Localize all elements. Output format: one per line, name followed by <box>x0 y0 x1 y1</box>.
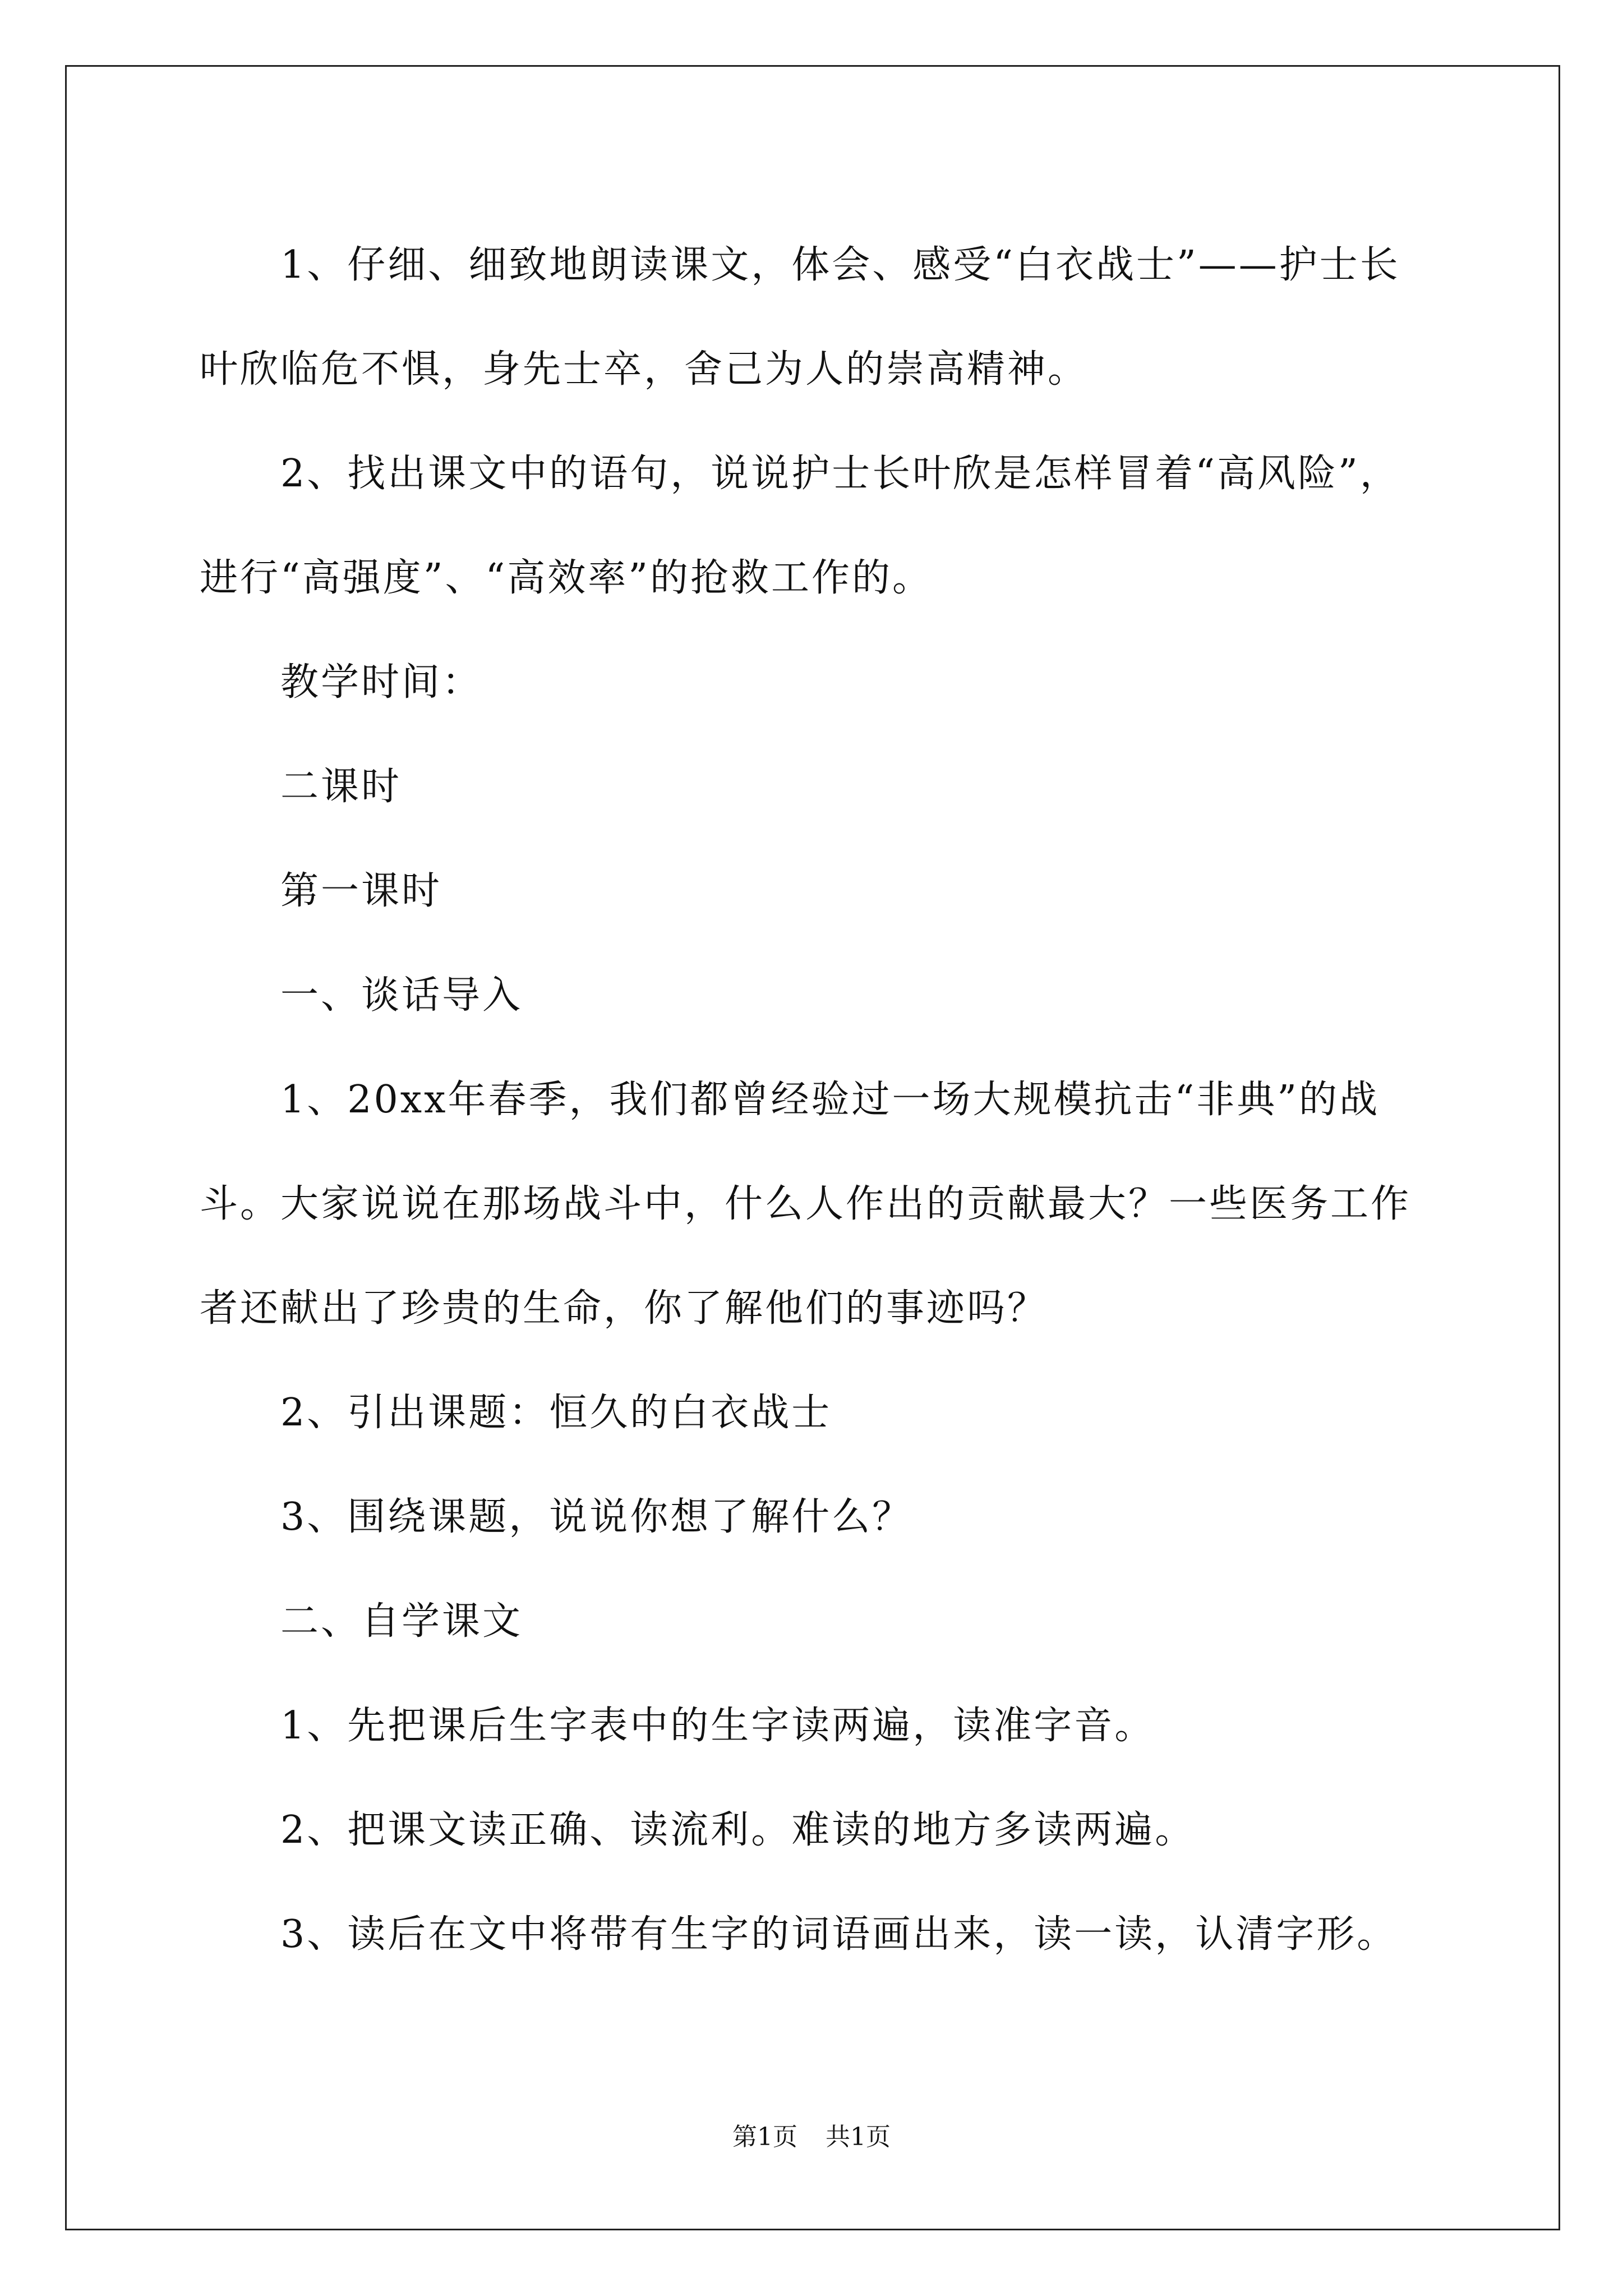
page-total: 共1页 <box>826 2123 891 2151</box>
paragraph-line: 3、围绕课题，说说你想了解什么？ <box>280 1495 913 1539</box>
section-heading: 二、自学课文 <box>280 1599 523 1644</box>
section-heading: 一、谈话导入 <box>280 973 523 1018</box>
paragraph-line: 2、找出课文中的语句，说说护士长叶欣是怎样冒着“高风险”， <box>280 452 1400 496</box>
paragraph-line: 2、把课文读正确、读流利。难读的地方多读两遍。 <box>280 1808 1196 1852</box>
paragraph-line: 进行“高强度”、“高效率”的抢救工作的。 <box>200 556 933 600</box>
page-number: 第1页 <box>732 2123 797 2151</box>
paragraph-line: 1、20xx年春季，我们都曾经验过一场大规模抗击“非典”的战 <box>280 1078 1380 1122</box>
paragraph-line: 1、先把课后生字表中的生字读两遍，读准字音。 <box>280 1704 1155 1748</box>
paragraph-line: 1、仔细、细致地朗读课文，体会、感受“白衣战士”——护士长 <box>280 243 1400 287</box>
paragraph-line: 斗。大家说说在那场战斗中，什么人作出的贡献最大？一些医务工作 <box>200 1182 1412 1226</box>
paragraph-line: 第一课时 <box>280 869 442 913</box>
paragraph-line: 2、引出课题：恒久的白衣战士 <box>280 1391 832 1435</box>
paragraph-line: 叶欣临危不惧，身先士卒，舍己为人的崇高精神。 <box>200 347 1089 392</box>
paragraph-line: 教学时间： <box>280 660 483 705</box>
page-footer <box>0 2120 1623 2154</box>
paragraph-line: 者还献出了珍贵的生命，你了解他们的事迹吗？ <box>200 1286 1048 1331</box>
document-body <box>200 213 1428 1987</box>
paragraph-line: 3、读后在文中将带有生字的词语画出来，读一读，认清字形。 <box>280 1912 1398 1957</box>
paragraph-line: 二课时 <box>280 765 402 809</box>
